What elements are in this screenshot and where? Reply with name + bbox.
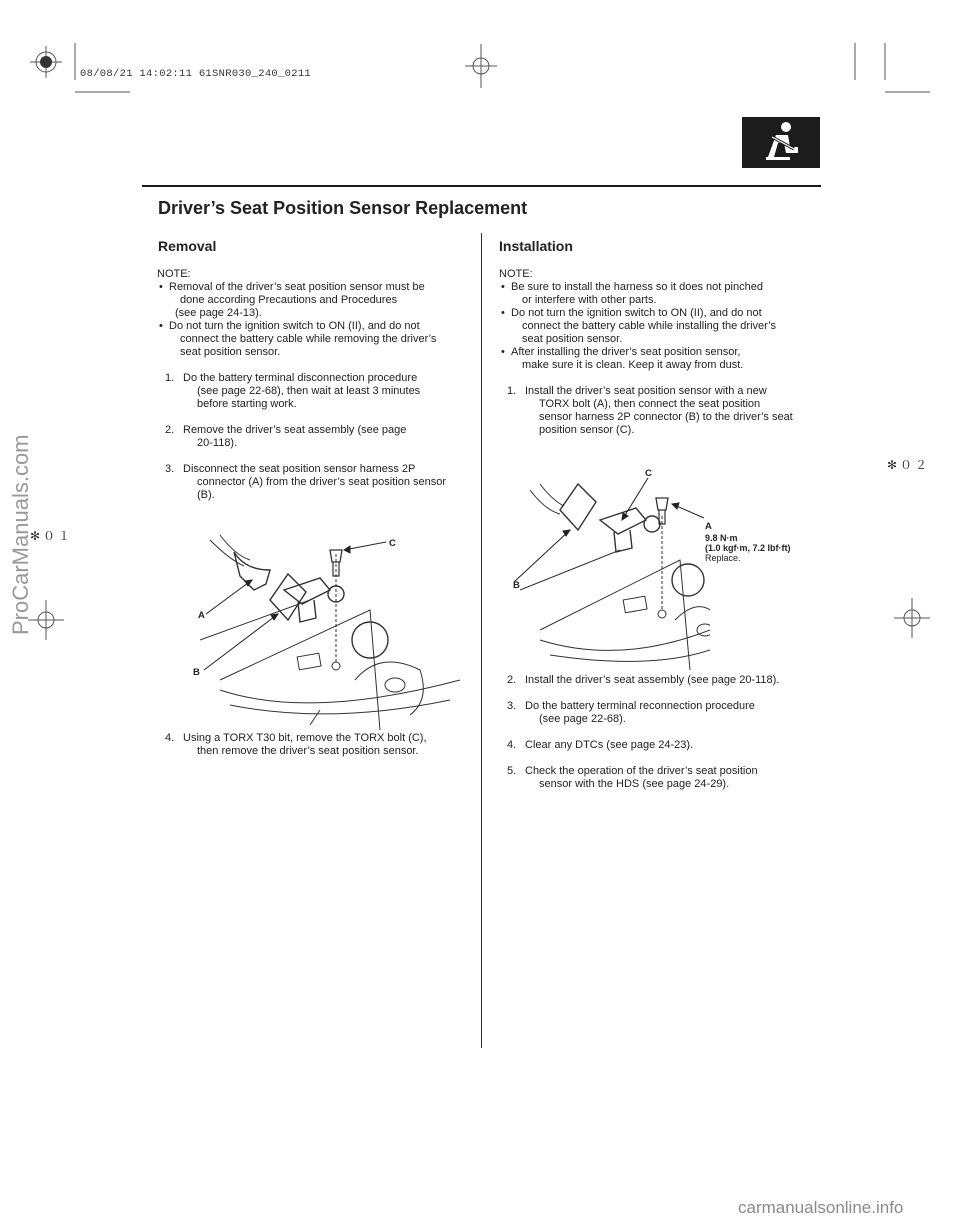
- side-mark-right: ✻０２: [887, 458, 931, 472]
- removal-note-2: • Do not turn the ignition switch to ON (II), and do not connect the battery cable while removing the driver’s seat position sensor.: [157, 320, 477, 359]
- torque-spec: [705, 533, 791, 563]
- note-text: seat position sensor.: [522, 333, 623, 345]
- seatbelt-icon: [742, 117, 820, 168]
- installation-step-1: 1. Install the driver’s seat position sensor with a new TORX bolt (A), then connect the seat position sensor harness 2P connector (B) to the driver’s seat position sensor (C).: [499, 385, 819, 437]
- step-text: before starting work.: [197, 398, 297, 410]
- installation-label-a: A: [705, 521, 712, 532]
- step-text: sensor with the HDS (see page 24-29).: [539, 778, 730, 790]
- step-text: Do the battery terminal disconnection procedure: [183, 372, 418, 384]
- removal-heading: Removal: [158, 238, 217, 254]
- step-text: Check the operation of the driver’s seat position: [525, 765, 758, 777]
- torque-replace-note: Replace.: [705, 553, 741, 563]
- note-text: done according Precautions and Procedures: [180, 294, 398, 306]
- print-timestamp: 08/08/21 14:02:11 61SNR030_240_0211: [80, 68, 312, 80]
- step-text: Remove the driver’s seat assembly (see page: [183, 424, 407, 436]
- removal-note-label: NOTE:: [157, 268, 191, 280]
- footer-link[interactable]: carmanualsonline.info: [738, 1198, 904, 1217]
- removal-step-3: 3. Disconnect the seat position sensor harness 2P connector (A) from the driver’s seat position sensor (B).: [157, 463, 477, 502]
- removal-step-4-body: 4. Using a TORX T30 bit, remove the TORX bolt (C), then remove the driver’s seat position sensor.: [157, 732, 477, 758]
- watermark: ProCarManuals.com: [8, 434, 33, 635]
- step-text: Do the battery terminal reconnection procedure: [525, 700, 755, 712]
- step-text: connector (A) from the driver’s seat position sensor: [197, 476, 447, 488]
- installation-step-4: 4. Clear any DTCs (see page 24-23).: [507, 739, 694, 751]
- removal-step-1: 1. Do the battery terminal disconnection procedure (see page 22-68), then wait at least 3 minutes before starting work.: [157, 372, 477, 411]
- note-text: connect the battery cable while removing the driver’s: [180, 333, 437, 345]
- step-text: Using a TORX T30 bit, remove the TORX bolt (C),: [183, 732, 427, 744]
- step-text: 20-118).: [197, 437, 238, 449]
- removal-notes: [157, 268, 477, 502]
- step-text: position sensor (C).: [539, 424, 635, 436]
- note-text: After installing the driver’s seat position sensor,: [511, 346, 741, 358]
- column-divider: [481, 233, 482, 1048]
- installation-steps: [499, 674, 829, 791]
- note-text: seat position sensor.: [180, 346, 281, 358]
- installation-illustration: [500, 470, 710, 670]
- page-title: Driver’s Seat Position Sensor Replacement: [158, 198, 528, 218]
- installation-note-label: NOTE:: [499, 268, 533, 280]
- note-text: Do not turn the ignition switch to ON (II), and do not: [169, 320, 420, 332]
- removal-step-4: [157, 732, 477, 758]
- step-text: (B).: [197, 489, 215, 501]
- removal-label-c: C: [389, 538, 396, 549]
- installation-notes: [499, 268, 819, 437]
- torque-kgf: (1.0 kgf·m, 7.2 lbf·ft): [705, 543, 791, 553]
- installation-heading: Installation: [499, 238, 573, 254]
- srs-section-icon: [742, 117, 820, 168]
- removal-step-2: 2. Remove the driver’s seat assembly (see page 20-118).: [157, 424, 477, 450]
- installation-note-3: • After installing the driver’s seat position sensor, make sure it is clean. Keep it away from dust.: [499, 346, 819, 372]
- installation-note-1: • Be sure to install the harness so it does not pinched or interfere with other parts.: [499, 281, 819, 307]
- installation-label-b: B: [513, 580, 520, 591]
- header-rule: [142, 185, 821, 187]
- step-text: then remove the driver’s seat position sensor.: [197, 745, 419, 757]
- note-text: Removal of the driver’s seat position sensor must be: [169, 281, 425, 293]
- note-text: (see page 24-13).: [175, 307, 262, 319]
- note-text: connect the battery cable while installing the driver’s: [522, 320, 776, 332]
- torque-nm: 9.8 N·m: [705, 533, 738, 543]
- sensor-connector-shape: [560, 484, 596, 530]
- installation-step-2: 2. Install the driver’s seat assembly (see page 20-118).: [507, 674, 780, 686]
- installation-step-5: 5. Check the operation of the driver’s seat position sensor with the HDS (see page 24-29).: [499, 765, 829, 791]
- installation-label-c: C: [645, 468, 652, 479]
- step-text: Install the driver’s seat assembly (see page 20-118).: [525, 674, 780, 686]
- step-text: TORX bolt (A), then connect the seat position: [539, 398, 761, 410]
- step-text: (see page 22-68), then wait at least 3 minutes: [197, 385, 421, 397]
- side-mark-left: ✻０１: [30, 529, 74, 543]
- step-text: Install the driver’s seat position sensor with a new: [525, 385, 767, 397]
- removal-illustration: [190, 530, 480, 730]
- step-text: Disconnect the seat position sensor harness 2P: [183, 463, 416, 475]
- removal-label-b: B: [193, 667, 200, 678]
- step-text: Clear any DTCs (see page 24-23).: [525, 739, 694, 751]
- step-text: sensor harness 2P connector (B) to the driver’s seat: [539, 411, 793, 423]
- removal-label-a: A: [198, 610, 205, 621]
- note-text: Be sure to install the harness so it does not pinched: [511, 281, 763, 293]
- note-text: make sure it is clean. Keep it away from dust.: [522, 359, 744, 371]
- installation-note-2: • Do not turn the ignition switch to ON (II), and do not connect the battery cable while installing the driver’s seat position sensor.: [499, 307, 819, 346]
- note-text: or interfere with other parts.: [522, 294, 657, 306]
- note-text: Do not turn the ignition switch to ON (II), and do not: [511, 307, 762, 319]
- installation-step-3: 3. Do the battery terminal reconnection procedure (see page 22-68).: [499, 700, 829, 726]
- step-text: (see page 22-68).: [539, 713, 626, 725]
- removal-note-1: • Removal of the driver’s seat position sensor must be done according Precautions and Procedures (see page 24-13).: [157, 281, 477, 320]
